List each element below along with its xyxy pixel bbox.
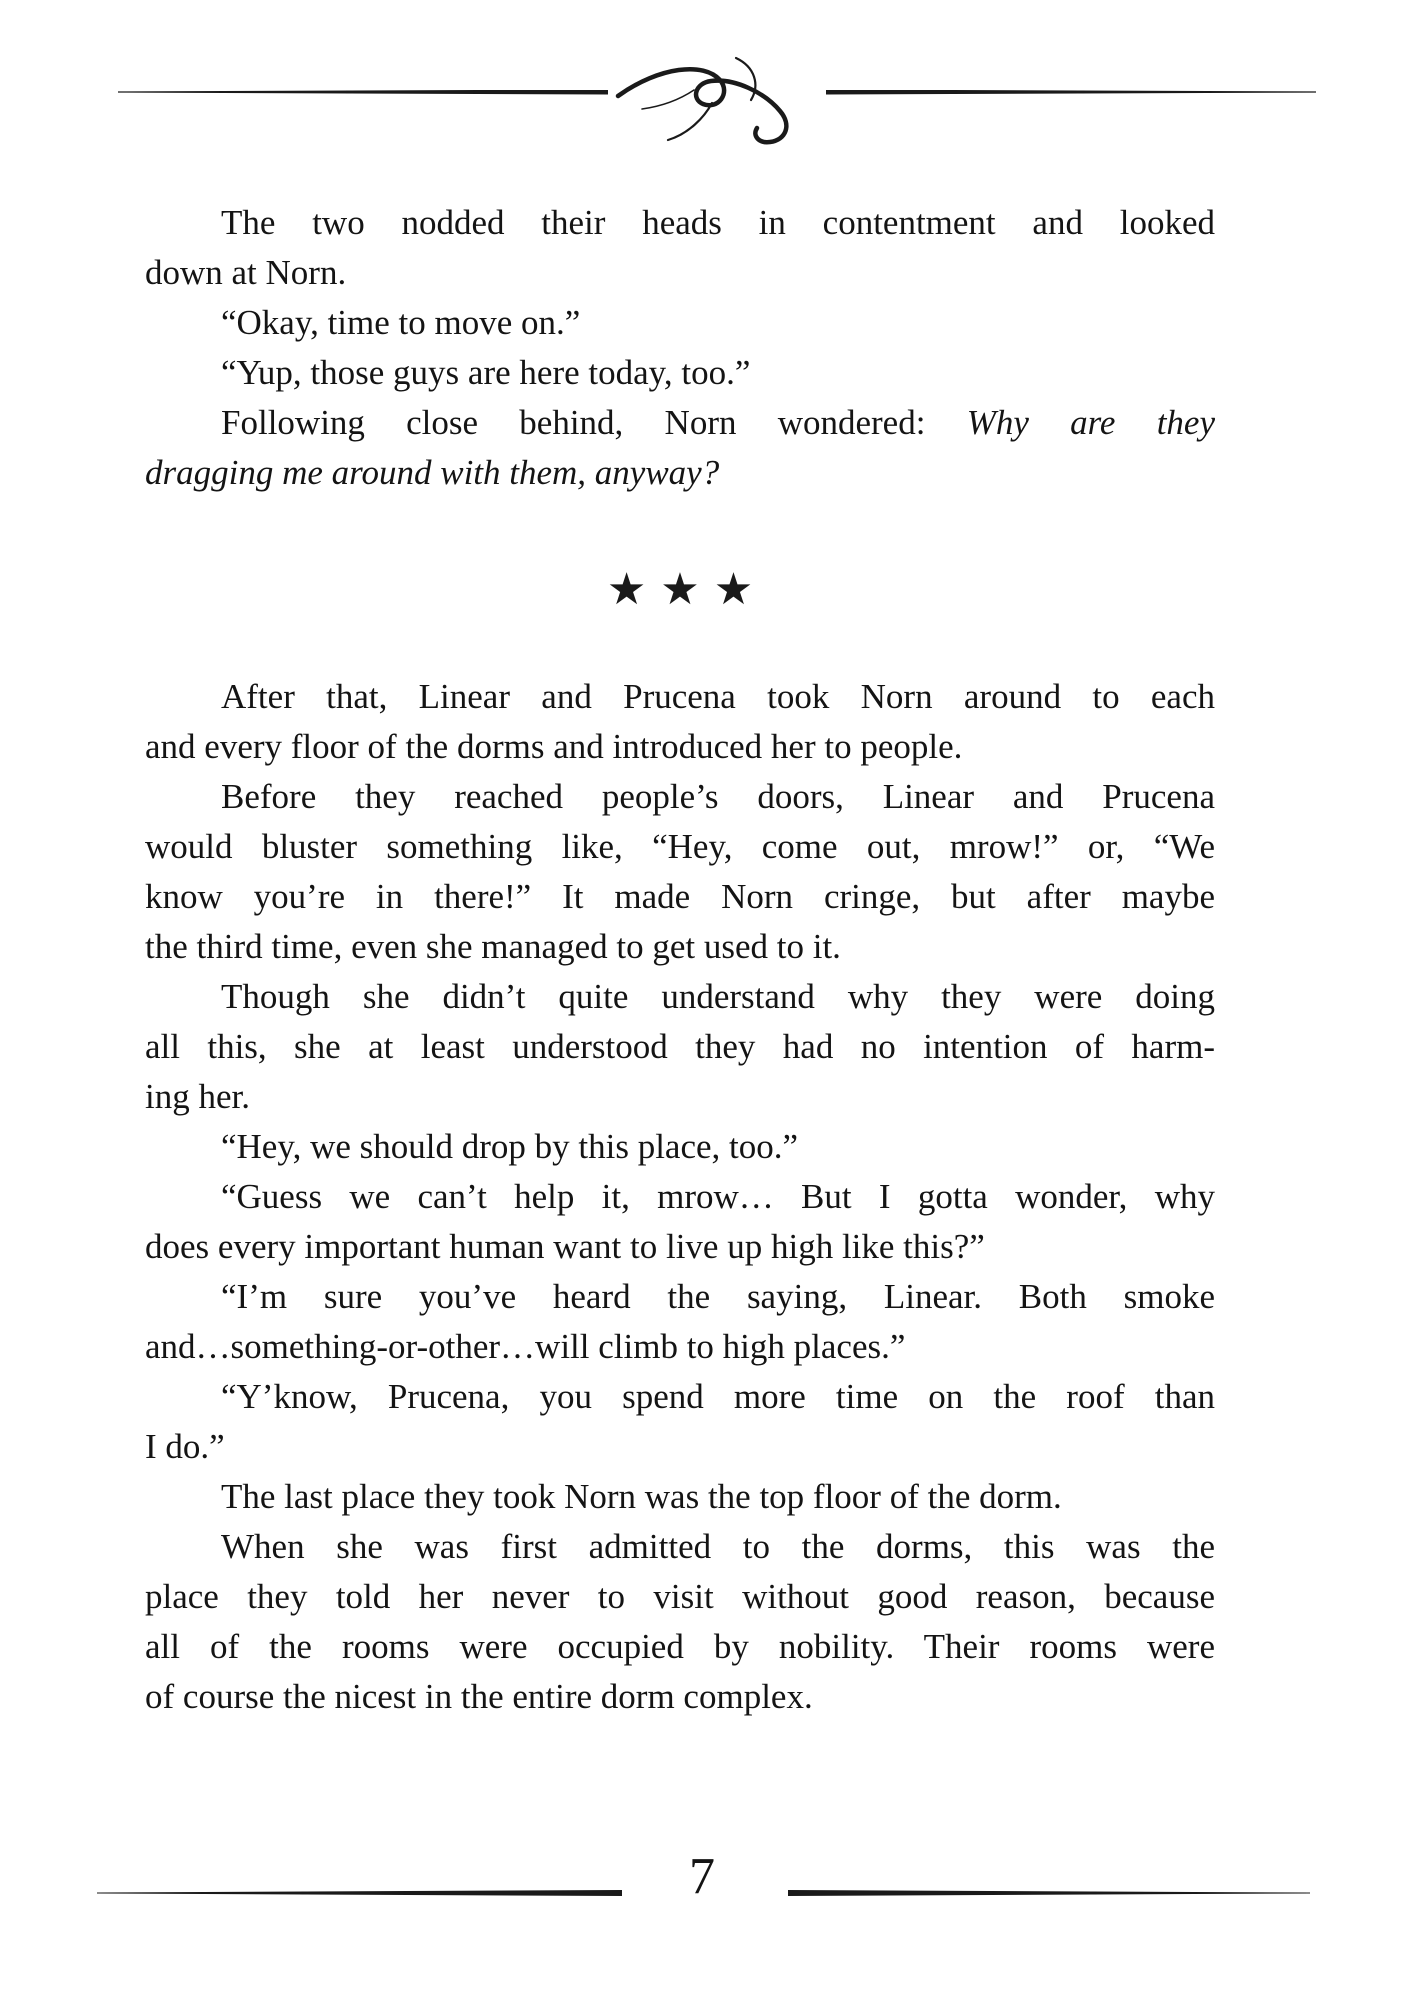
text-line: and every floor of the dorms and introduced her to people.	[145, 727, 963, 766]
text-line: “Guess we can’t help it, mrow… But I gotta wonder, why	[221, 1177, 1215, 1216]
text-line: of course the nicest in the entire dorm complex.	[145, 1677, 813, 1716]
text-line: know you’re in there!” It made Norn cringe, but after maybe	[145, 877, 1215, 916]
text-line: “Yup, those guys are here today, too.”	[221, 353, 751, 392]
text-line: place they told her never to visit without good reason, because	[145, 1577, 1215, 1616]
text-line: Before they reached people’s doors, Linear and Prucena	[221, 777, 1215, 816]
text-line: dragging me around with them, anyway?	[145, 453, 720, 492]
text-line: “I’m sure you’ve heard the saying, Linear. Both smoke	[221, 1277, 1215, 1316]
text-line: does every important human want to live up high like this?”	[145, 1227, 985, 1266]
text-line: and…something-or-other…will climb to high places.”	[145, 1327, 906, 1366]
text-line: After that, Linear and Prucena took Norn around to each	[221, 677, 1215, 716]
text-line: Following close behind, Norn wondered: Why are they	[221, 403, 1216, 442]
top-divider	[118, 42, 1316, 142]
text-line: all of the rooms were occupied by nobility. Their rooms were	[145, 1627, 1215, 1666]
text-block	[145, 198, 1215, 1722]
text-line: When she was first admitted to the dorms, this was the	[221, 1527, 1215, 1566]
text-line: down at Norn.	[145, 253, 347, 292]
text-line: The two nodded their heads in contentment and looked	[221, 203, 1215, 242]
text-line: The last place they took Norn was the top floor of the dorm.	[221, 1477, 1062, 1516]
text-line: “Hey, we should drop by this place, too.”	[221, 1127, 799, 1166]
section-break-stars: ★★★	[606, 564, 768, 615]
text-line: I do.”	[145, 1427, 225, 1466]
top-divider-left-rule	[118, 90, 608, 95]
page-number: 7	[689, 1848, 715, 1905]
calligraphic-swirl-icon	[612, 54, 822, 154]
text-line: “Okay, time to move on.”	[221, 303, 581, 342]
text-line: ing her.	[145, 1077, 250, 1116]
text-line: “Y’know, Prucena, you spend more time on the roof than	[221, 1377, 1215, 1416]
text-line: Though she didn’t quite understand why they were doing	[221, 977, 1215, 1016]
text-line: all this, she at least understood they had no intention of harm-	[145, 1027, 1215, 1066]
text-line: would bluster something like, “Hey, come out, mrow!” or, “We	[145, 827, 1215, 866]
top-divider-right-rule	[826, 90, 1316, 95]
text-line: the third time, even she managed to get used to it.	[145, 927, 841, 966]
